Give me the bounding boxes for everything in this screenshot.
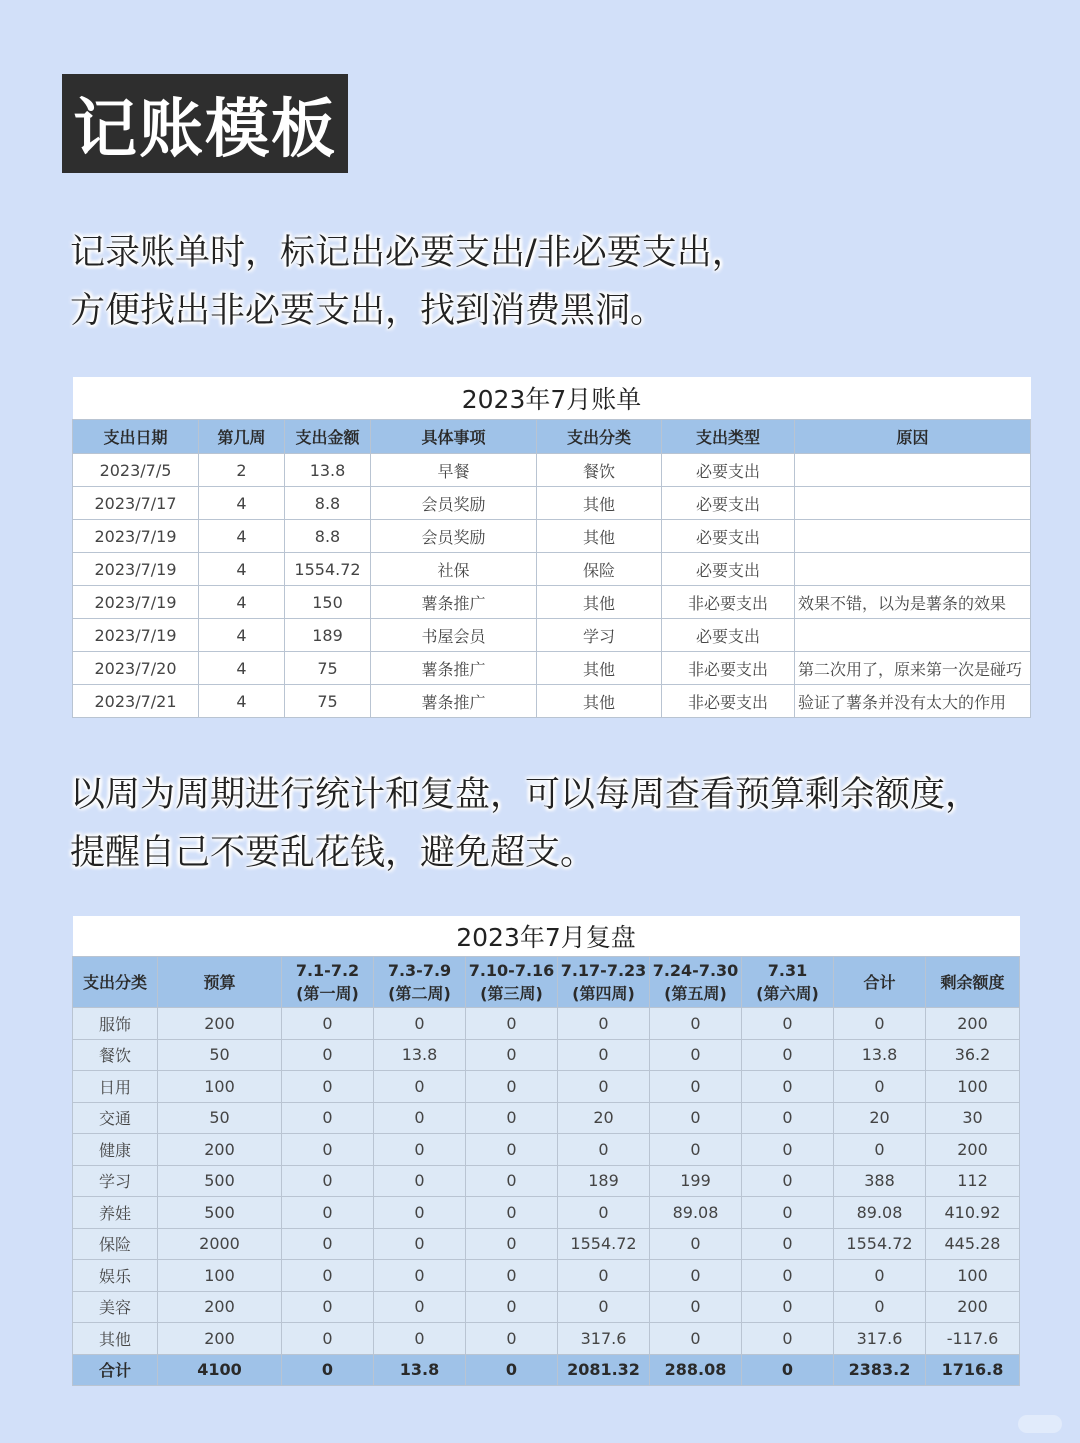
review-value-cell: 0 (282, 1323, 374, 1355)
bill-row (73, 685, 1031, 718)
review-category-cell: 娱乐 (73, 1260, 158, 1292)
bill-cell: 必要支出 (662, 520, 795, 553)
bill-cell: 必要支出 (662, 553, 795, 586)
review-row (73, 1165, 1020, 1197)
review-value-cell: 0 (282, 1102, 374, 1134)
review-value-cell: 200 (926, 1291, 1020, 1323)
review-value-cell: 0 (466, 1134, 558, 1166)
bill-row (73, 586, 1031, 619)
review-value-cell: 0 (466, 1071, 558, 1103)
bill-cell: 75 (285, 652, 371, 685)
bill-cell: 书屋会员 (371, 619, 537, 652)
bill-cell: 2023/7/5 (73, 454, 199, 487)
bill-cell: 4 (199, 652, 285, 685)
review-value-cell: 0 (466, 1291, 558, 1323)
bill-cell: 2023/7/21 (73, 685, 199, 718)
review-value-cell: 199 (650, 1165, 742, 1197)
review-value-cell: 0 (742, 1165, 834, 1197)
bill-column-header: 原因 (795, 420, 1031, 454)
bill-cell: 4 (199, 619, 285, 652)
bill-cell: 学习 (537, 619, 662, 652)
review-value-cell: 13.8 (374, 1039, 466, 1071)
review-row (73, 1228, 1020, 1260)
bill-cell: 150 (285, 586, 371, 619)
bill-cell: 保险 (537, 553, 662, 586)
review-row (73, 1008, 1020, 1040)
review-header-week-1: 7.1-7.2 (第一周) (282, 957, 374, 1008)
bill-cell: 189 (285, 619, 371, 652)
review-value-cell: 0 (558, 1039, 650, 1071)
review-row (73, 1197, 1020, 1229)
bill-cell: 2023/7/19 (73, 553, 199, 586)
review-header-budget: 预算 (158, 957, 282, 1008)
review-value-cell: 0 (834, 1291, 926, 1323)
bill-cell: 社保 (371, 553, 537, 586)
bill-cell: 非必要支出 (662, 652, 795, 685)
bill-column-header: 具体事项 (371, 420, 537, 454)
bill-cell: 2023/7/17 (73, 487, 199, 520)
bill-cell: 非必要支出 (662, 685, 795, 718)
review-value-cell: 100 (926, 1071, 1020, 1103)
review-value-cell: 0 (650, 1228, 742, 1260)
review-value-cell: 500 (158, 1165, 282, 1197)
review-category-cell: 保险 (73, 1228, 158, 1260)
review-header-week-3: 7.10-7.16 (第三周) (466, 957, 558, 1008)
bill-cell: 其他 (537, 487, 662, 520)
review-value-cell: 0 (466, 1165, 558, 1197)
review-category-cell: 美容 (73, 1291, 158, 1323)
review-value-cell: 0 (282, 1260, 374, 1292)
bill-cell: 2023/7/19 (73, 619, 199, 652)
bill-cell: 薯条推广 (371, 586, 537, 619)
review-value-cell: 0 (834, 1008, 926, 1040)
bill-cell: 薯条推广 (371, 652, 537, 685)
review-value-cell: 0 (650, 1134, 742, 1166)
review-value-cell: 0 (282, 1228, 374, 1260)
review-value-cell: 0 (742, 1039, 834, 1071)
bill-cell: 4 (199, 487, 285, 520)
bill-cell: 会员奖励 (371, 487, 537, 520)
bill-column-header: 支出金额 (285, 420, 371, 454)
review-value-cell: 1554.72 (834, 1228, 926, 1260)
bill-reason-cell (795, 487, 1031, 520)
review-total-row (73, 1354, 1020, 1386)
review-value-cell: 0 (742, 1071, 834, 1103)
review-value-cell: 0 (374, 1291, 466, 1323)
review-category-cell: 其他 (73, 1323, 158, 1355)
caption-line: 提醒自己不要乱花钱，避免超支。 (70, 833, 596, 873)
bill-cell: 13.8 (285, 454, 371, 487)
review-value-cell: 0 (374, 1134, 466, 1166)
bill-cell: 必要支出 (662, 619, 795, 652)
review-header-sum: 合计 (834, 957, 926, 1008)
review-value-cell: 0 (650, 1323, 742, 1355)
bill-cell: 2023/7/20 (73, 652, 199, 685)
bill-cell: 4 (199, 685, 285, 718)
bill-cell: 其他 (537, 685, 662, 718)
bill-reason-cell (795, 553, 1031, 586)
bill-cell: 75 (285, 685, 371, 718)
review-value-cell: 189 (558, 1165, 650, 1197)
review-value-cell: 0 (466, 1323, 558, 1355)
review-value-cell: 0 (742, 1228, 834, 1260)
review-total-cell: 0 (466, 1354, 558, 1386)
bill-reason-cell: 效果不错，以为是薯条的效果 (795, 586, 1031, 619)
review-row (73, 1291, 1020, 1323)
review-value-cell: 410.92 (926, 1197, 1020, 1229)
review-category-cell: 餐饮 (73, 1039, 158, 1071)
bill-row (73, 553, 1031, 586)
review-value-cell: 0 (466, 1008, 558, 1040)
bill-row (73, 652, 1031, 685)
review-header-week-2: 7.3-7.9 (第二周) (374, 957, 466, 1008)
review-value-cell: 0 (558, 1260, 650, 1292)
review-value-cell: 0 (834, 1134, 926, 1166)
bill-cell: 其他 (537, 586, 662, 619)
bill-row (73, 619, 1031, 652)
review-value-cell: 0 (466, 1197, 558, 1229)
bill-cell: 4 (199, 553, 285, 586)
review-value-cell: 0 (466, 1039, 558, 1071)
review-value-cell: 0 (282, 1008, 374, 1040)
review-value-cell: 0 (558, 1197, 650, 1229)
review-value-cell: 0 (374, 1102, 466, 1134)
review-row (73, 1071, 1020, 1103)
bill-column-header: 支出日期 (73, 420, 199, 454)
review-value-cell: 0 (742, 1134, 834, 1166)
review-total-cell: 13.8 (374, 1354, 466, 1386)
bill-cell: 早餐 (371, 454, 537, 487)
review-value-cell: 100 (158, 1260, 282, 1292)
review-header-category: 支出分类 (73, 957, 158, 1008)
review-value-cell: 0 (742, 1102, 834, 1134)
review-header-remaining: 剩余额度 (926, 957, 1020, 1008)
review-header-week-6: 7.31 (第六周) (742, 957, 834, 1008)
bill-cell: 1554.72 (285, 553, 371, 586)
review-row (73, 1260, 1020, 1292)
review-total-cell: 2383.2 (834, 1354, 926, 1386)
bill-cell: 餐饮 (537, 454, 662, 487)
bill-reason-cell (795, 619, 1031, 652)
review-category-cell: 学习 (73, 1165, 158, 1197)
review-row (73, 1323, 1020, 1355)
review-value-cell: 89.08 (834, 1197, 926, 1229)
review-value-cell: 36.2 (926, 1039, 1020, 1071)
review-value-cell: 112 (926, 1165, 1020, 1197)
review-value-cell: 0 (742, 1291, 834, 1323)
caption-line: 记录账单时，标记出必要支出/非必要支出， (70, 233, 747, 273)
bill-table-title: 2023年7月账单 (73, 377, 1031, 420)
review-value-cell: 0 (558, 1071, 650, 1103)
review-value-cell: -117.6 (926, 1323, 1020, 1355)
review-value-cell: 200 (158, 1291, 282, 1323)
corner-watermark (1018, 1415, 1062, 1433)
bill-cell: 8.8 (285, 520, 371, 553)
bill-cell: 必要支出 (662, 487, 795, 520)
bill-row (73, 520, 1031, 553)
bill-column-header: 支出类型 (662, 420, 795, 454)
review-value-cell: 20 (834, 1102, 926, 1134)
review-value-cell: 0 (558, 1134, 650, 1166)
bill-cell: 必要支出 (662, 454, 795, 487)
review-value-cell: 0 (374, 1008, 466, 1040)
review-value-cell: 100 (158, 1071, 282, 1103)
bill-reason-cell (795, 520, 1031, 553)
review-value-cell: 200 (158, 1008, 282, 1040)
bill-cell: 其他 (537, 652, 662, 685)
review-row (73, 1134, 1020, 1166)
caption-line: 方便找出非必要支出，找到消费黑洞。 (70, 291, 666, 331)
bill-cell: 4 (199, 586, 285, 619)
review-category-cell: 交通 (73, 1102, 158, 1134)
review-value-cell: 0 (466, 1102, 558, 1134)
review-value-cell: 0 (742, 1008, 834, 1040)
caption-line: 以周为周期进行统计和复盘，可以每周查看预算剩余额度， (70, 775, 981, 815)
review-total-cell: 1716.8 (926, 1354, 1020, 1386)
review-table-title: 2023年7月复盘 (73, 916, 1020, 957)
bill-reason-cell: 验证了薯条并没有太大的作用 (795, 685, 1031, 718)
bill-column-header: 支出分类 (537, 420, 662, 454)
review-value-cell: 200 (926, 1134, 1020, 1166)
review-row (73, 1102, 1020, 1134)
caption-bill-tip (70, 224, 747, 340)
review-value-cell: 0 (466, 1228, 558, 1260)
review-value-cell: 0 (558, 1008, 650, 1040)
bill-table (72, 377, 1031, 718)
bill-cell: 非必要支出 (662, 586, 795, 619)
bill-cell: 2023/7/19 (73, 520, 199, 553)
review-total-cell: 0 (742, 1354, 834, 1386)
bill-row (73, 454, 1031, 487)
review-value-cell: 0 (742, 1197, 834, 1229)
bill-cell: 8.8 (285, 487, 371, 520)
review-total-cell: 288.08 (650, 1354, 742, 1386)
review-category-cell: 养娃 (73, 1197, 158, 1229)
review-value-cell: 0 (374, 1165, 466, 1197)
bill-cell: 会员奖励 (371, 520, 537, 553)
review-category-cell: 健康 (73, 1134, 158, 1166)
review-value-cell: 0 (650, 1291, 742, 1323)
bill-reason-cell (795, 454, 1031, 487)
review-value-cell: 0 (650, 1102, 742, 1134)
review-value-cell: 0 (466, 1260, 558, 1292)
review-total-cell: 0 (282, 1354, 374, 1386)
review-total-cell: 2081.32 (558, 1354, 650, 1386)
review-value-cell: 0 (374, 1071, 466, 1103)
review-value-cell: 0 (282, 1165, 374, 1197)
bill-cell: 其他 (537, 520, 662, 553)
bill-cell: 2 (199, 454, 285, 487)
review-value-cell: 0 (282, 1071, 374, 1103)
review-value-cell: 317.6 (834, 1323, 926, 1355)
review-value-cell: 0 (650, 1260, 742, 1292)
review-value-cell: 0 (742, 1323, 834, 1355)
review-table (72, 916, 1020, 1386)
review-value-cell: 0 (650, 1008, 742, 1040)
review-value-cell: 500 (158, 1197, 282, 1229)
review-value-cell: 0 (650, 1071, 742, 1103)
review-value-cell: 0 (834, 1071, 926, 1103)
review-value-cell: 388 (834, 1165, 926, 1197)
bill-cell: 4 (199, 520, 285, 553)
review-value-cell: 317.6 (558, 1323, 650, 1355)
review-row (73, 1039, 1020, 1071)
review-value-cell: 200 (158, 1323, 282, 1355)
review-value-cell: 445.28 (926, 1228, 1020, 1260)
bill-row (73, 487, 1031, 520)
review-category-cell: 日用 (73, 1071, 158, 1103)
review-value-cell: 200 (158, 1134, 282, 1166)
review-value-cell: 0 (374, 1228, 466, 1260)
review-value-cell: 20 (558, 1102, 650, 1134)
review-value-cell: 0 (374, 1260, 466, 1292)
review-value-cell: 0 (650, 1039, 742, 1071)
review-value-cell: 0 (558, 1291, 650, 1323)
caption-review-tip (70, 766, 980, 882)
bill-column-header: 第几周 (199, 420, 285, 454)
review-category-cell: 服饰 (73, 1008, 158, 1040)
bill-reason-cell: 第二次用了，原来第一次是碰巧 (795, 652, 1031, 685)
review-value-cell: 0 (282, 1197, 374, 1229)
page-title: 记账模板 (62, 74, 348, 173)
bill-cell: 薯条推广 (371, 685, 537, 718)
review-value-cell: 13.8 (834, 1039, 926, 1071)
review-value-cell: 200 (926, 1008, 1020, 1040)
review-value-cell: 30 (926, 1102, 1020, 1134)
review-value-cell: 0 (742, 1260, 834, 1292)
review-value-cell: 100 (926, 1260, 1020, 1292)
review-total-cell: 4100 (158, 1354, 282, 1386)
bill-cell: 2023/7/19 (73, 586, 199, 619)
review-value-cell: 2000 (158, 1228, 282, 1260)
review-value-cell: 50 (158, 1039, 282, 1071)
review-value-cell: 0 (282, 1039, 374, 1071)
review-header-week-4: 7.17-7.23 (第四周) (558, 957, 650, 1008)
review-header-week-5: 7.24-7.30 (第五周) (650, 957, 742, 1008)
review-value-cell: 0 (374, 1197, 466, 1229)
review-value-cell: 1554.72 (558, 1228, 650, 1260)
review-value-cell: 89.08 (650, 1197, 742, 1229)
review-value-cell: 0 (282, 1291, 374, 1323)
review-value-cell: 0 (374, 1323, 466, 1355)
review-value-cell: 0 (282, 1134, 374, 1166)
review-value-cell: 50 (158, 1102, 282, 1134)
review-value-cell: 0 (834, 1260, 926, 1292)
review-total-label: 合计 (73, 1354, 158, 1386)
